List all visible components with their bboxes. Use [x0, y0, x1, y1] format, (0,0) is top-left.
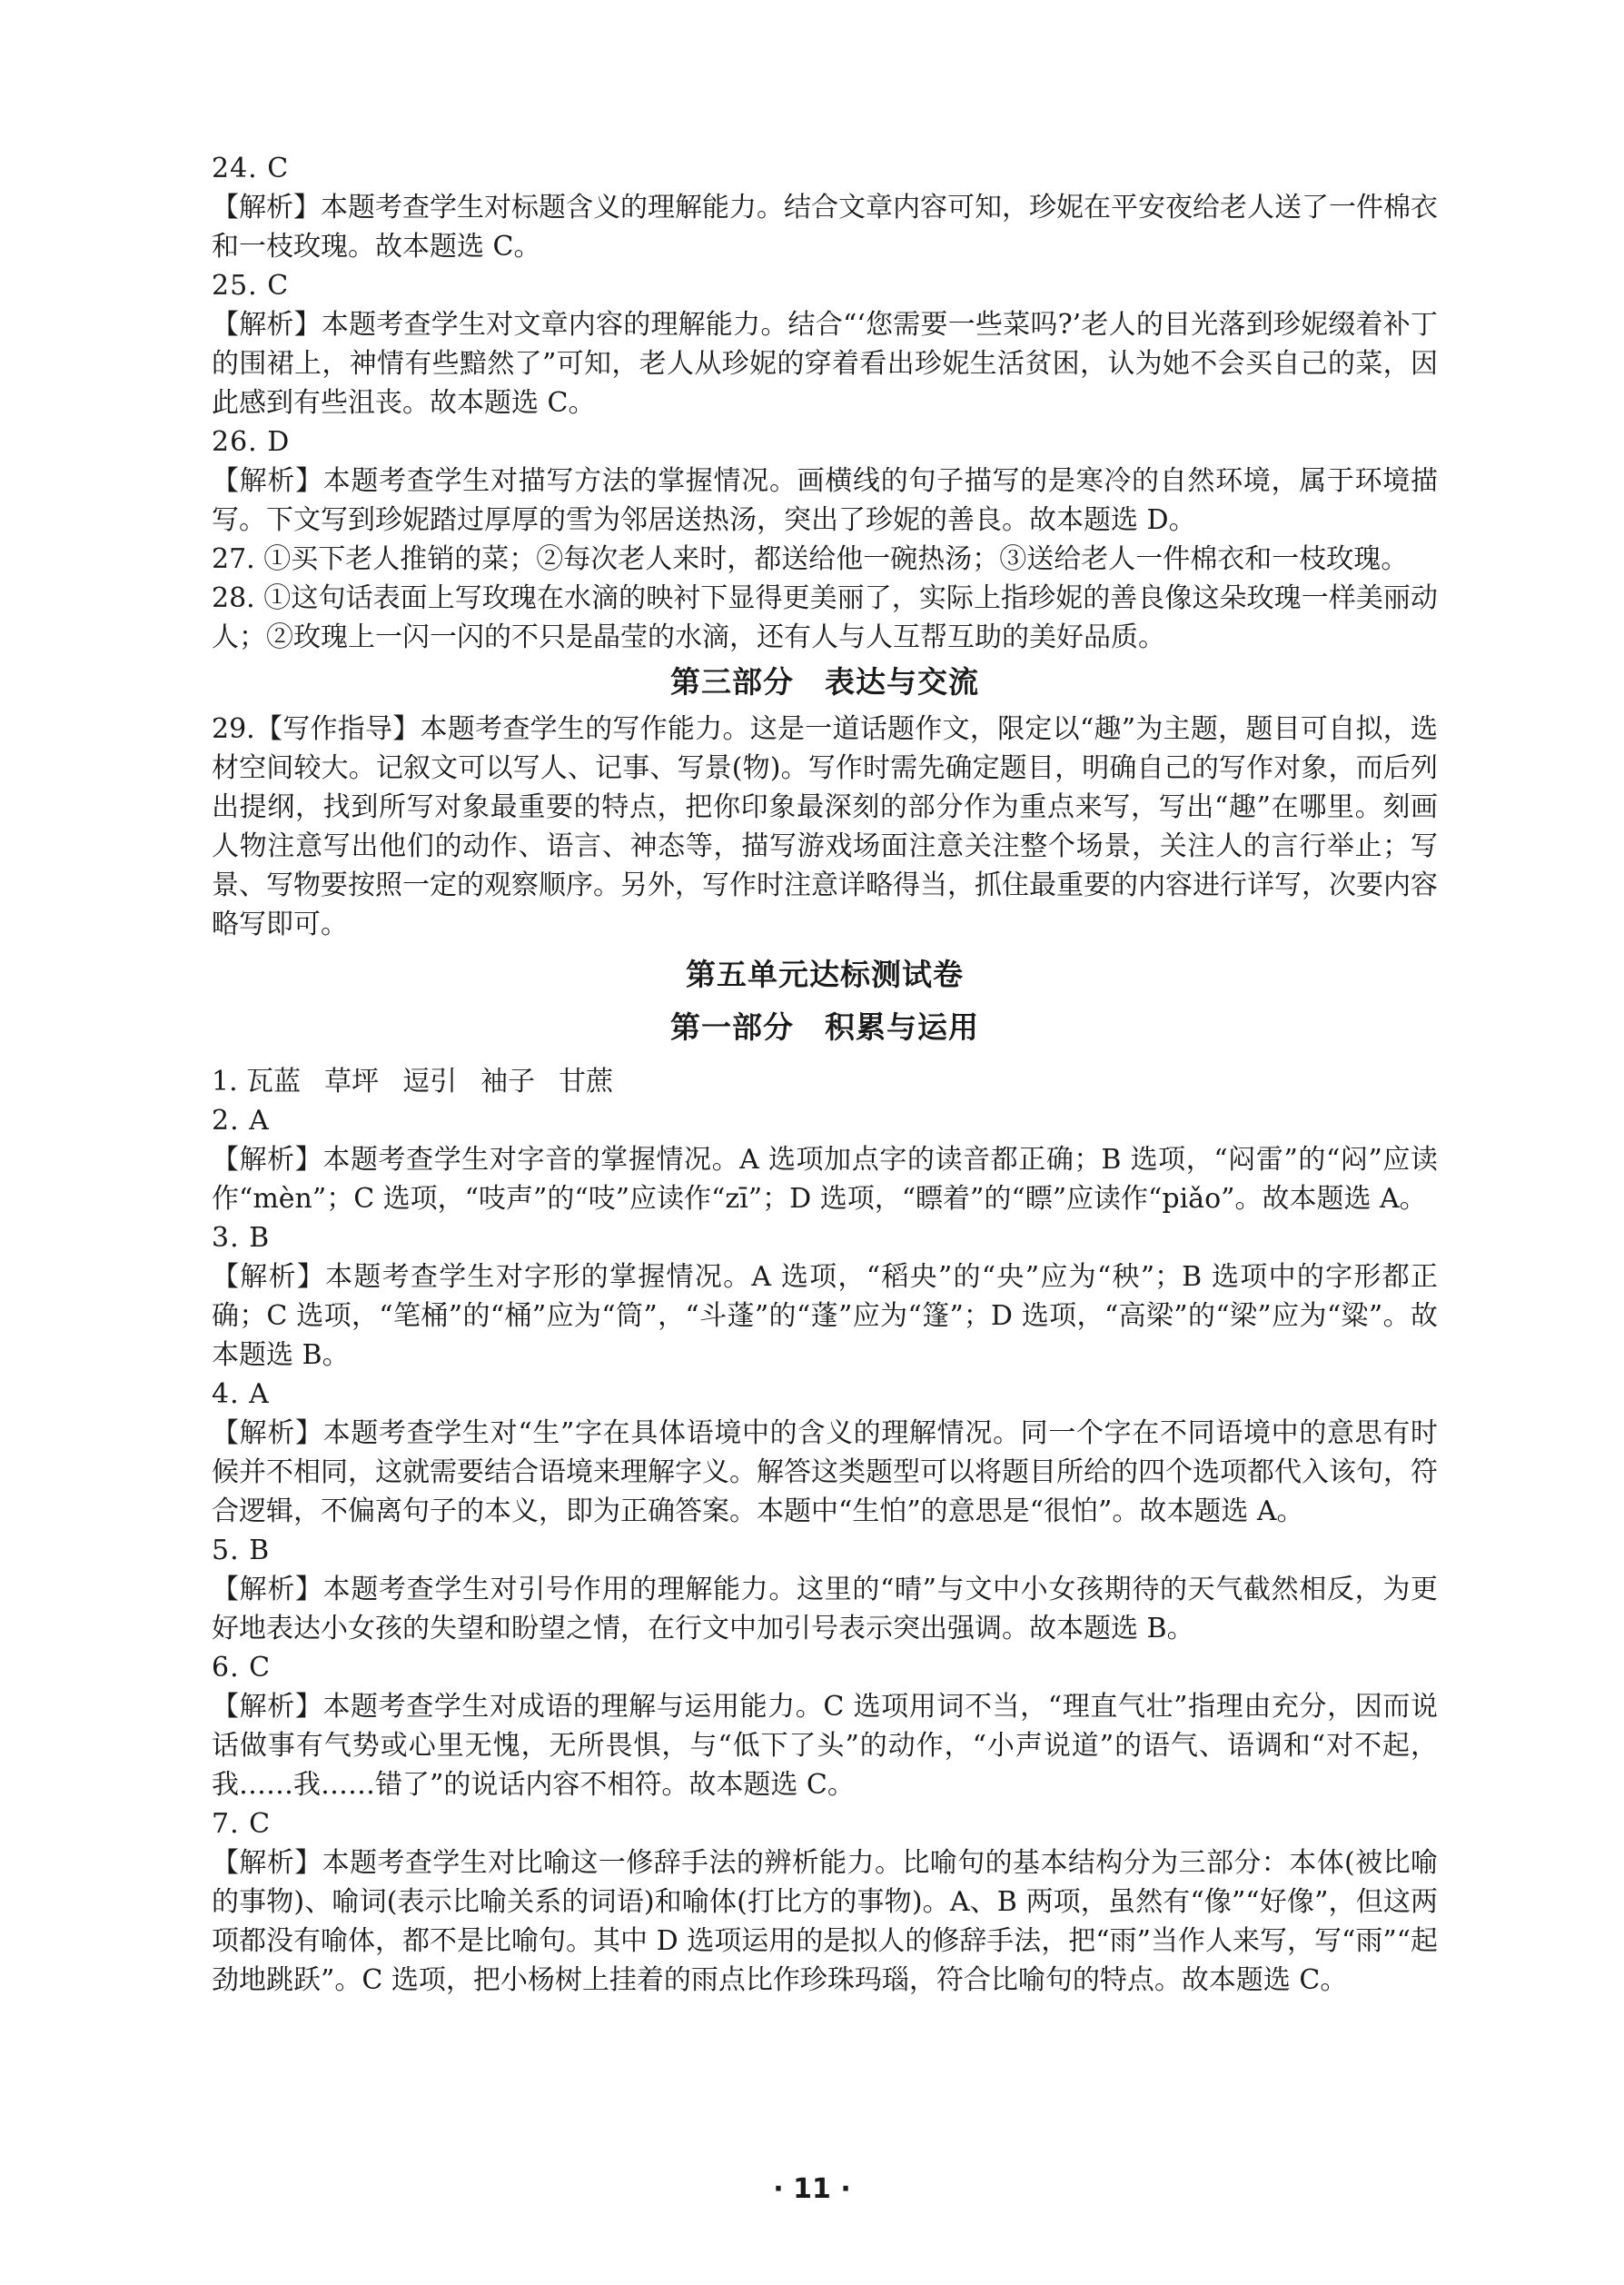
answer-explanation: 29.【写作指导】本题考查学生的写作能力。这是一道话题作文，限定以“趣”为主题，题目可自拟，选材空间较大。记叙文可以写人、记事、写景(物)。写作时需先确定题目，明确自己的写作对象，而后列出提纲，找到所写对象最重要的特点，把你印象最深刻的部分作为重点来写，写出“趣”在哪里。刻画人物注意写出他们的动作、语言、神态等，描写游戏场面注意关注整个场景，关注人的言行举止；写景、写物要按照一定的观察顺序。另外，写作时注意详略得当，抓住最重要的内容进行详写，次要内容略写即可。 [212, 713, 1438, 940]
section-heading: 第一部分 积累与运用 [670, 1009, 979, 1045]
vocab-word: 1. 瓦蓝 [212, 1066, 302, 1098]
answer-number: 24. C [212, 153, 290, 184]
answer-explanation: 【解析】本题考查学生对字音的掌握情况。A 选项加点字的读音都正确；B 选项，“闷雷”的“闷”应读作“mèn”；C 选项，“吱声”的“吱”应读作“zī”；D 选项，“瞟着”的“瞟”应读作“piǎo”。故本题选 A。 [212, 1144, 1438, 1215]
vocab-word: 袖子 [480, 1066, 536, 1098]
answer-explanation: 【解析】本题考查学生对引号作用的理解能力。这里的“晴”与文中小女孩期待的天气截然相反，为更好地表达小女孩的失望和盼望之情，在行文中加引号表示突出强调。故本题选 B。 [212, 1574, 1438, 1644]
answer-explanation: 【解析】本题考查学生对“生”字在具体语境中的含义的理解情况。同一个字在不同语境中的意思有时候并不相同，这就需要结合语境来理解字义。解答这类题型可以将题目所给的四个选项都代入该句，符合逻辑，不偏离句子的本义，即为正确答案。本题中“生怕”的意思是“很怕”。故本题选 A。 [212, 1417, 1438, 1527]
vocab-answer-row [212, 1062, 1438, 1101]
answer-content [212, 149, 1438, 2000]
answer-number: 6. C [212, 1652, 272, 1684]
answer-explanation: 27. ①买下老人推销的菜；②每次老人来时，都送给他一碗热汤；③送给老人一件棉衣和一枝玫瑰。 [212, 543, 1409, 575]
section-heading: 第三部分 表达与交流 [670, 664, 979, 700]
answer-explanation: 【解析】本题考查学生对文章内容的理解能力。结合“‘您需要一些菜吗?’老人的目光落到珍妮缀着补丁的围裙上，神情有些黯然了”可知，老人从珍妮的穿着看出珍妮生活贫困，认为她不会买自己的菜，因此感到有些沮丧。故本题选 C。 [212, 309, 1438, 419]
answer-number: 4. A [212, 1378, 270, 1410]
answer-number: 5. B [212, 1535, 271, 1566]
vocab-word: 逗引 [402, 1066, 458, 1098]
page-number: · 11 · [773, 2173, 851, 2205]
answer-explanation: 【解析】本题考查学生对成语的理解与运用能力。C 选项用词不当，“理直气壮”指理由充分，因而说话做事有气势或心里无愧，无所畏惧，与“低下了头”的动作，“小声说道”的语气、语调和“对不起，我……我……错了”的说话内容不相符。故本题选 C。 [212, 1691, 1438, 1801]
answer-explanation: 【解析】本题考查学生对字形的掌握情况。A 选项，“稻央”的“央”应为“秧”；B 选项中的字形都正确；C 选项，“笔桶”的“桶”应为“筒”，“斗蓬”的“蓬”应为“篷”；D 选项，“高梁”的“梁”应为“粱”。故本题选 B。 [212, 1261, 1438, 1371]
unit-heading: 第五单元达标测试卷 [686, 957, 964, 992]
answer-number: 7. C [212, 1808, 272, 1840]
answer-number: 3. B [212, 1222, 271, 1254]
vocab-word: 草坪 [324, 1066, 380, 1098]
vocab-word: 甘蔗 [559, 1066, 614, 1098]
answer-explanation: 【解析】本题考查学生对描写方法的掌握情况。画横线的句子描写的是寒冷的自然环境，属于环境描写。下文写到珍妮踏过厚厚的雪为邻居送热汤，突出了珍妮的善良。故本题选 D。 [212, 465, 1438, 536]
answer-number: 26. D [212, 426, 291, 458]
answer-number: 2. A [212, 1105, 270, 1137]
answer-explanation: 28. ①这句话表面上写玫瑰在水滴的映衬下显得更美丽了，实际上指珍妮的善良像这朵玫瑰一样美丽动人；②玫瑰上一闪一闪的不只是晶莹的水滴，还有人与人互帮互助的美好品质。 [212, 582, 1438, 653]
answer-explanation: 【解析】本题考查学生对标题含义的理解能力。结合文章内容可知，珍妮在平安夜给老人送了一件棉衣和一枝玫瑰。故本题选 C。 [212, 192, 1438, 263]
answer-explanation: 【解析】本题考查学生对比喻这一修辞手法的辨析能力。比喻句的基本结构分为三部分：本体(被比喻的事物)、喻词(表示比喻关系的词语)和喻体(打比方的事物)。A、B 两项，虽然有“像”“好像”，但这两项都没有喻体，都不是比喻句。其中 D 选项运用的是拟人的修辞手法，把“雨”当作人来写，写“雨”“起劲地跳跃”。C 选项，把小杨树上挂着的雨点比作珍珠玛瑙，符合比喻句的特点。故本题选 C。 [212, 1847, 1438, 1996]
answer-number: 25. C [212, 270, 290, 302]
